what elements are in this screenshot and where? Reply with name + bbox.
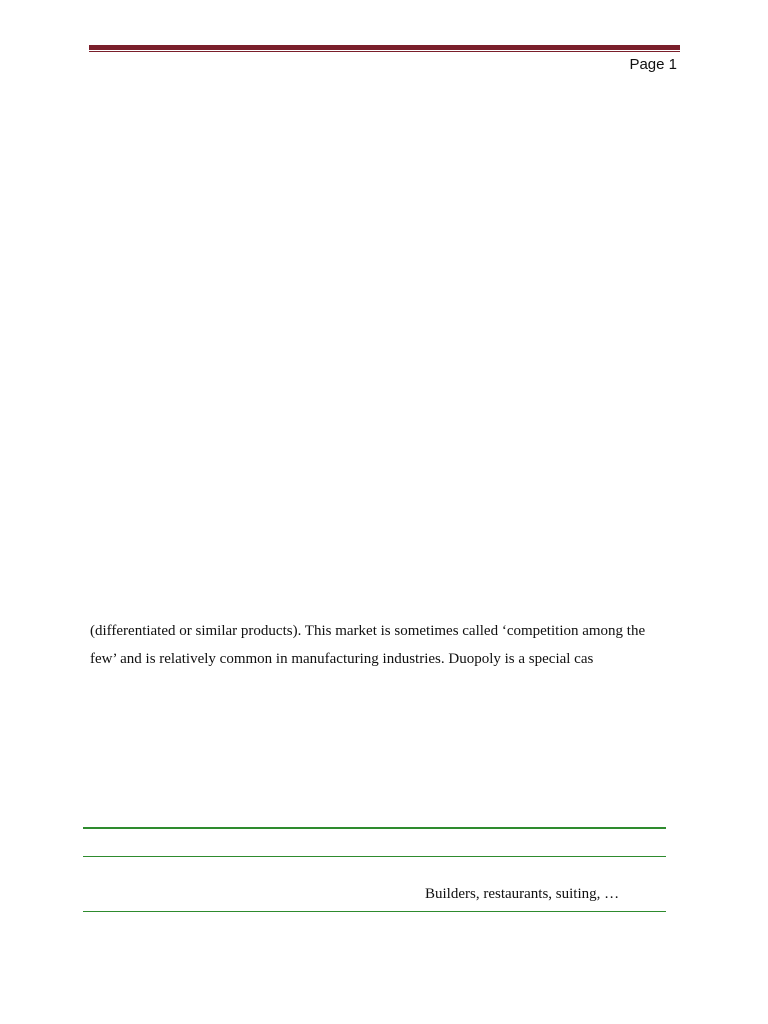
table-bottom-rule — [83, 911, 666, 912]
table-top-rule — [83, 827, 666, 829]
header-rule-thin — [89, 51, 680, 52]
table-cell-examples: Builders, restaurants, suiting, … — [425, 886, 620, 902]
body-paragraph — [90, 617, 670, 673]
header-rule — [89, 45, 680, 50]
page-number: Page 1 — [629, 56, 677, 73]
paragraph-line: few’ and is relatively common in manufacturing industries. Duopoly is a special cas — [90, 651, 594, 667]
table-header-rule — [83, 856, 666, 857]
paragraph-line: (differentiated or similar products). This market is sometimes called ‘competition among the — [90, 623, 646, 639]
